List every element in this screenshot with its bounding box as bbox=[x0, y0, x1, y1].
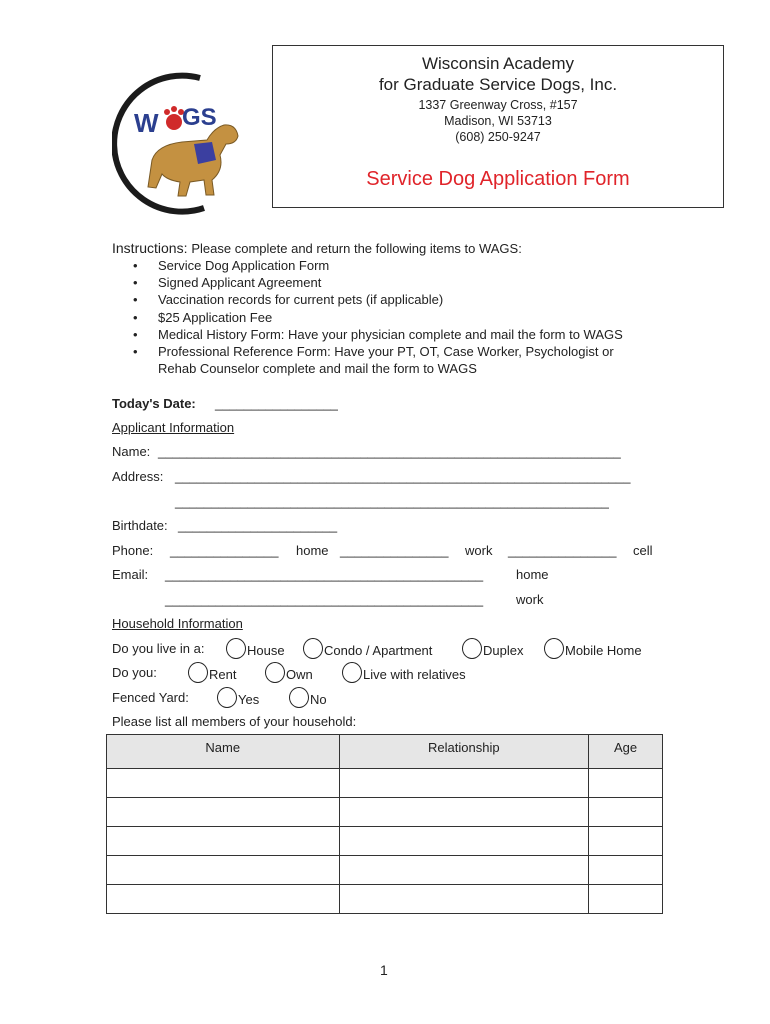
table-cell[interactable] bbox=[339, 885, 589, 914]
table-cell[interactable] bbox=[339, 856, 589, 885]
phone-label: Phone: bbox=[112, 543, 154, 558]
radio-condo[interactable] bbox=[303, 641, 432, 662]
applicant-heading: Applicant Information bbox=[112, 420, 235, 435]
table-cell[interactable] bbox=[589, 885, 663, 914]
phone-home-field[interactable]: _______________ bbox=[170, 543, 279, 558]
table-cell[interactable] bbox=[107, 885, 340, 914]
members-label: Please list all members of your household: bbox=[112, 714, 357, 729]
table-cell[interactable] bbox=[339, 827, 589, 856]
list-item: • $25 Application Fee bbox=[130, 309, 623, 326]
list-item: • Signed Applicant Agreement bbox=[130, 274, 623, 291]
radio-live-with-relatives[interactable] bbox=[342, 665, 466, 686]
radio-rent-label: Rent bbox=[209, 666, 237, 682]
radio-condo-label: Condo / Apartment bbox=[324, 642, 433, 658]
live-in-label: Do you live in a: bbox=[112, 641, 205, 656]
instructions-line bbox=[112, 240, 522, 256]
radio-mobile-home[interactable] bbox=[544, 641, 642, 662]
birthdate-field[interactable]: ______________________ bbox=[178, 518, 338, 533]
table-cell[interactable] bbox=[339, 798, 589, 827]
name-label: Name: bbox=[112, 444, 151, 459]
radio-circle-icon[interactable] bbox=[544, 638, 564, 659]
email-label: Email: bbox=[112, 567, 149, 582]
table-cell[interactable] bbox=[589, 769, 663, 798]
radio-circle-icon[interactable] bbox=[188, 662, 208, 683]
radio-duplex-label: Duplex bbox=[483, 642, 524, 658]
household-table bbox=[106, 734, 663, 914]
birthdate-label: Birthdate: bbox=[112, 518, 168, 533]
table-row bbox=[107, 769, 663, 798]
radio-circle-icon[interactable] bbox=[462, 638, 482, 659]
table-cell[interactable] bbox=[107, 827, 340, 856]
todays-date-field[interactable]: _________________ bbox=[215, 396, 338, 411]
radio-house[interactable] bbox=[226, 641, 285, 662]
svg-text:W: W bbox=[134, 108, 159, 138]
radio-own[interactable] bbox=[265, 665, 313, 686]
phone-work-label: work bbox=[465, 543, 493, 558]
table-cell[interactable] bbox=[107, 769, 340, 798]
household-heading: Household Information bbox=[112, 616, 243, 631]
table-cell[interactable] bbox=[589, 856, 663, 885]
wags-logo bbox=[112, 70, 252, 220]
page-number: 1 bbox=[380, 962, 388, 978]
column-header-age: Age bbox=[589, 735, 663, 769]
radio-circle-icon[interactable] bbox=[226, 638, 246, 659]
phone-cell-field[interactable]: _______________ bbox=[508, 543, 617, 558]
email-work-field[interactable]: ____________________________________________ bbox=[165, 592, 484, 607]
list-item: • Service Dog Application Form bbox=[130, 257, 623, 274]
header-box bbox=[272, 45, 724, 208]
form-title: Service Dog Application Form bbox=[366, 168, 630, 190]
radio-circle-icon[interactable] bbox=[289, 687, 309, 708]
instructions-label: Instructions: bbox=[112, 240, 188, 256]
table-row bbox=[107, 856, 663, 885]
radio-circle-icon[interactable] bbox=[342, 662, 362, 683]
table-cell[interactable] bbox=[107, 856, 340, 885]
table-row bbox=[107, 885, 663, 914]
table-cell[interactable] bbox=[589, 827, 663, 856]
radio-live-with-relatives-label: Live with relatives bbox=[363, 666, 466, 682]
column-header-name: Name bbox=[107, 735, 340, 769]
radio-circle-icon[interactable] bbox=[265, 662, 285, 683]
phone-cell-label: cell bbox=[633, 543, 653, 558]
list-item: • Professional Reference Form: Have your PT, OT, Case Worker, Psychologist or bbox=[130, 343, 623, 360]
name-field[interactable]: ________________________________________________________________ bbox=[158, 444, 621, 459]
list-item-continuation: Rehab Counselor complete and mail the form to WAGS bbox=[158, 361, 477, 377]
radio-own-label: Own bbox=[286, 666, 313, 682]
svg-text:GS: GS bbox=[182, 104, 217, 131]
radio-rent[interactable] bbox=[188, 665, 236, 686]
address-field-line2[interactable]: ____________________________________________________________ bbox=[175, 494, 609, 509]
org-address1: 1337 Greenway Cross, #157 bbox=[418, 98, 578, 112]
do-you-label: Do you: bbox=[112, 665, 157, 680]
email-work-label: work bbox=[516, 592, 544, 607]
column-header-relationship: Relationship bbox=[339, 735, 589, 769]
email-home-field[interactable]: ____________________________________________ bbox=[165, 567, 484, 582]
org-name-line2: for Graduate Service Dogs, Inc. bbox=[378, 75, 618, 94]
list-item: • Vaccination records for current pets (if applicable) bbox=[130, 291, 623, 308]
phone-home-label: home bbox=[296, 543, 329, 558]
list-item: • Medical History Form: Have your physician complete and mail the form to WAGS bbox=[130, 326, 623, 343]
todays-date-label: Today's Date: bbox=[112, 396, 196, 411]
table-cell[interactable] bbox=[107, 798, 340, 827]
address-field[interactable]: _______________________________________________________________ bbox=[175, 469, 631, 484]
org-phone: (608) 250-9247 bbox=[455, 130, 541, 144]
address-label: Address: bbox=[112, 469, 164, 484]
phone-work-field[interactable]: _______________ bbox=[340, 543, 449, 558]
org-address2: Madison, WI 53713 bbox=[444, 114, 552, 128]
radio-no[interactable] bbox=[289, 690, 327, 711]
radio-mobile-home-label: Mobile Home bbox=[565, 642, 642, 658]
radio-no-label: No bbox=[310, 691, 327, 707]
radio-yes[interactable] bbox=[217, 690, 259, 711]
table-cell[interactable] bbox=[339, 769, 589, 798]
radio-circle-icon[interactable] bbox=[303, 638, 323, 659]
table-row bbox=[107, 798, 663, 827]
table-cell[interactable] bbox=[589, 798, 663, 827]
radio-circle-icon[interactable] bbox=[217, 687, 237, 708]
email-home-label: home bbox=[516, 567, 549, 582]
radio-duplex[interactable] bbox=[462, 641, 523, 662]
instructions-list bbox=[130, 257, 623, 377]
fenced-yard-label: Fenced Yard: bbox=[112, 690, 189, 705]
table-row bbox=[107, 827, 663, 856]
org-name-line1: Wisconsin Academy bbox=[421, 54, 575, 73]
radio-yes-label: Yes bbox=[238, 691, 260, 707]
instructions-text: Please complete and return the following items to WAGS: bbox=[191, 241, 522, 256]
radio-house-label: House bbox=[247, 642, 285, 658]
